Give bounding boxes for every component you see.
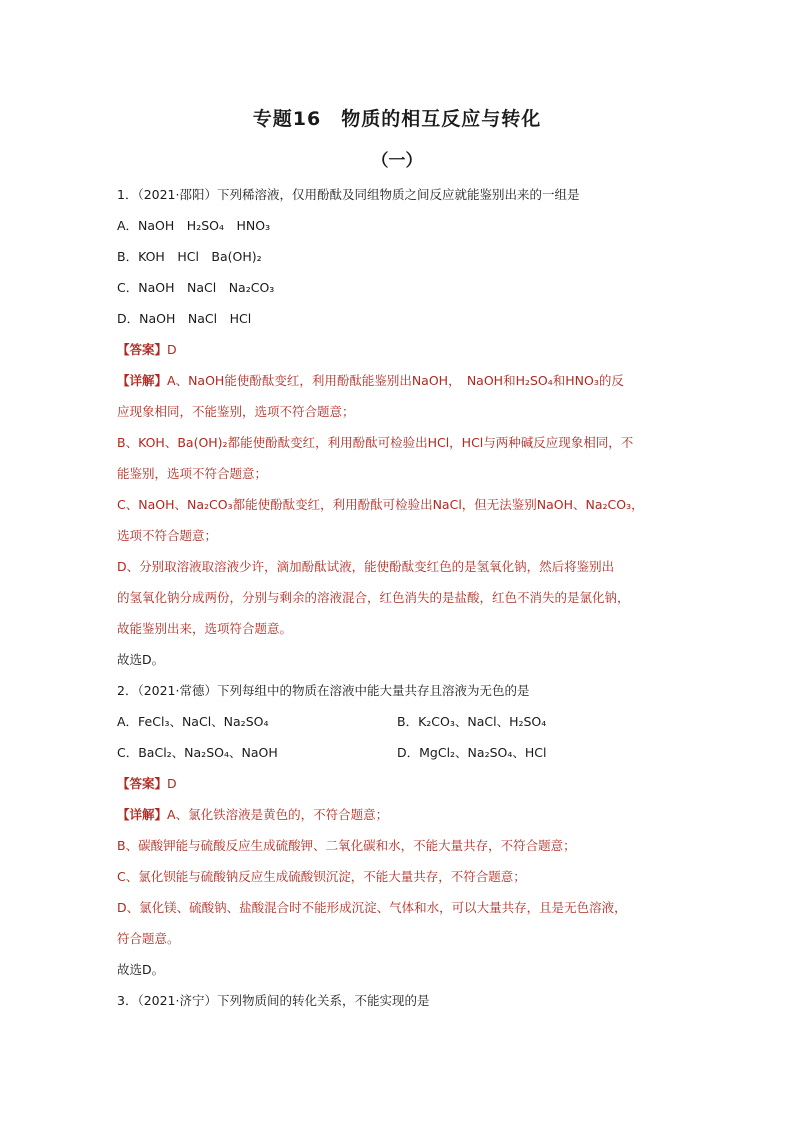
q1-answer (117, 339, 687, 360)
q1-detail-b: B、KOH、Ba(OH)₂都能使酚酞变红，利用酚酞可检验出HCl，HCl与两种碱反应现象相同，不 (117, 435, 634, 450)
q2-option-a: A．FeCl₃、NaCl、Na₂SO₄ (117, 714, 269, 729)
q1-option-c: C．NaOH NaCl Na₂CO₃ (117, 280, 275, 295)
answer-tag: 【答案】 (117, 342, 168, 357)
q1-detail-a-cont: 应现象相同，不能鉴别，选项不符合题意； (117, 404, 355, 419)
q1-option-a: A．NaOH H₂SO₄ HNO₃ (117, 218, 271, 233)
detail-tag: 【详解】 (117, 373, 168, 388)
q1-stem: 1．（2021·邵阳）下列稀溶液，仅用酚酞及同组物质之间反应就能鉴别出来的一组是 (117, 187, 580, 202)
q1-detail-d-cont2: 故能鉴别出来，选项符合题意。 (117, 621, 293, 636)
answer-value: D (167, 776, 177, 791)
q2-detail-d: D、氯化镁、硫酸钠、盐酸混合时不能形成沉淀、气体和水，可以大量共存，且是无色溶液， (117, 900, 627, 915)
q1-option-b: B．KOH HCl Ba(OH)₂ (117, 249, 262, 264)
q1-detail-d: D、分别取溶液取溶液少许，滴加酚酞试液，能使酚酞变红色的是氢氧化钠，然后将鉴别出 (117, 559, 615, 574)
detail-tag: 【详解】 (117, 807, 168, 822)
q2-options-row-1 (117, 711, 687, 732)
q2-options-row-2 (117, 742, 687, 763)
q1-detail-b-cont: 能鉴别，选项不符合题意； (117, 466, 268, 481)
q3-stem: 3．（2021·济宁）下列物质间的转化关系，不能实现的是 (117, 993, 430, 1008)
q2-detail-c: C、氯化钡能与硫酸钠反应生成硫酸钡沉淀，不能大量共存，不符合题意； (117, 869, 526, 884)
q2-option-c: C．BaCl₂、Na₂SO₄、NaOH (117, 745, 278, 760)
q2-stem: 2．（2021·常德）下列每组中的物质在溶液中能大量共存且溶液为无色的是 (117, 683, 530, 698)
q2-choose: 故选D。 (117, 962, 165, 977)
q1-detail-a (117, 370, 687, 391)
q2-option-d: D．MgCl₂、Na₂SO₄、HCl (397, 745, 547, 760)
page-subtitle: （一） (371, 151, 423, 171)
q1-detail-c: C、NaOH、Na₂CO₃都能使酚酞变红，利用酚酞可检验出NaCl，但无法鉴别NaOH、Na₂CO₃， (117, 497, 644, 512)
q2-detail-a (117, 804, 687, 825)
answer-tag: 【答案】 (117, 776, 168, 791)
answer-value: D (167, 342, 177, 357)
q1-choose: 故选D。 (117, 652, 165, 667)
detail-text: A、NaOH能使酚酞变红，利用酚酞能鉴别出NaOH， NaOH和H₂SO₄和HNO₃的反 (167, 373, 624, 388)
q1-option-d: D．NaOH NaCl HCl (117, 311, 252, 326)
content (117, 184, 687, 1011)
q2-answer (117, 773, 687, 794)
q2-option-b: B．K₂CO₃、NaCl、H₂SO₄ (397, 714, 547, 729)
q2-detail-b: B、碳酸钾能与硫酸反应生成硫酸钾、二氧化碳和水，不能大量共存，不符合题意； (117, 838, 576, 853)
page-title: 专题16 物质的相互反应与转化 (252, 108, 542, 130)
q1-detail-d-cont: 的氢氧化钠分成两份，分别与剩余的溶液混合，红色消失的是盐酸，红色不消失的是氯化钠， (117, 590, 630, 605)
q2-detail-d-cont: 符合题意。 (117, 931, 180, 946)
q1-detail-c-cont: 选项不符合题意； (117, 528, 218, 543)
detail-text: A、氯化铁溶液是黄色的，不符合题意； (167, 807, 389, 822)
